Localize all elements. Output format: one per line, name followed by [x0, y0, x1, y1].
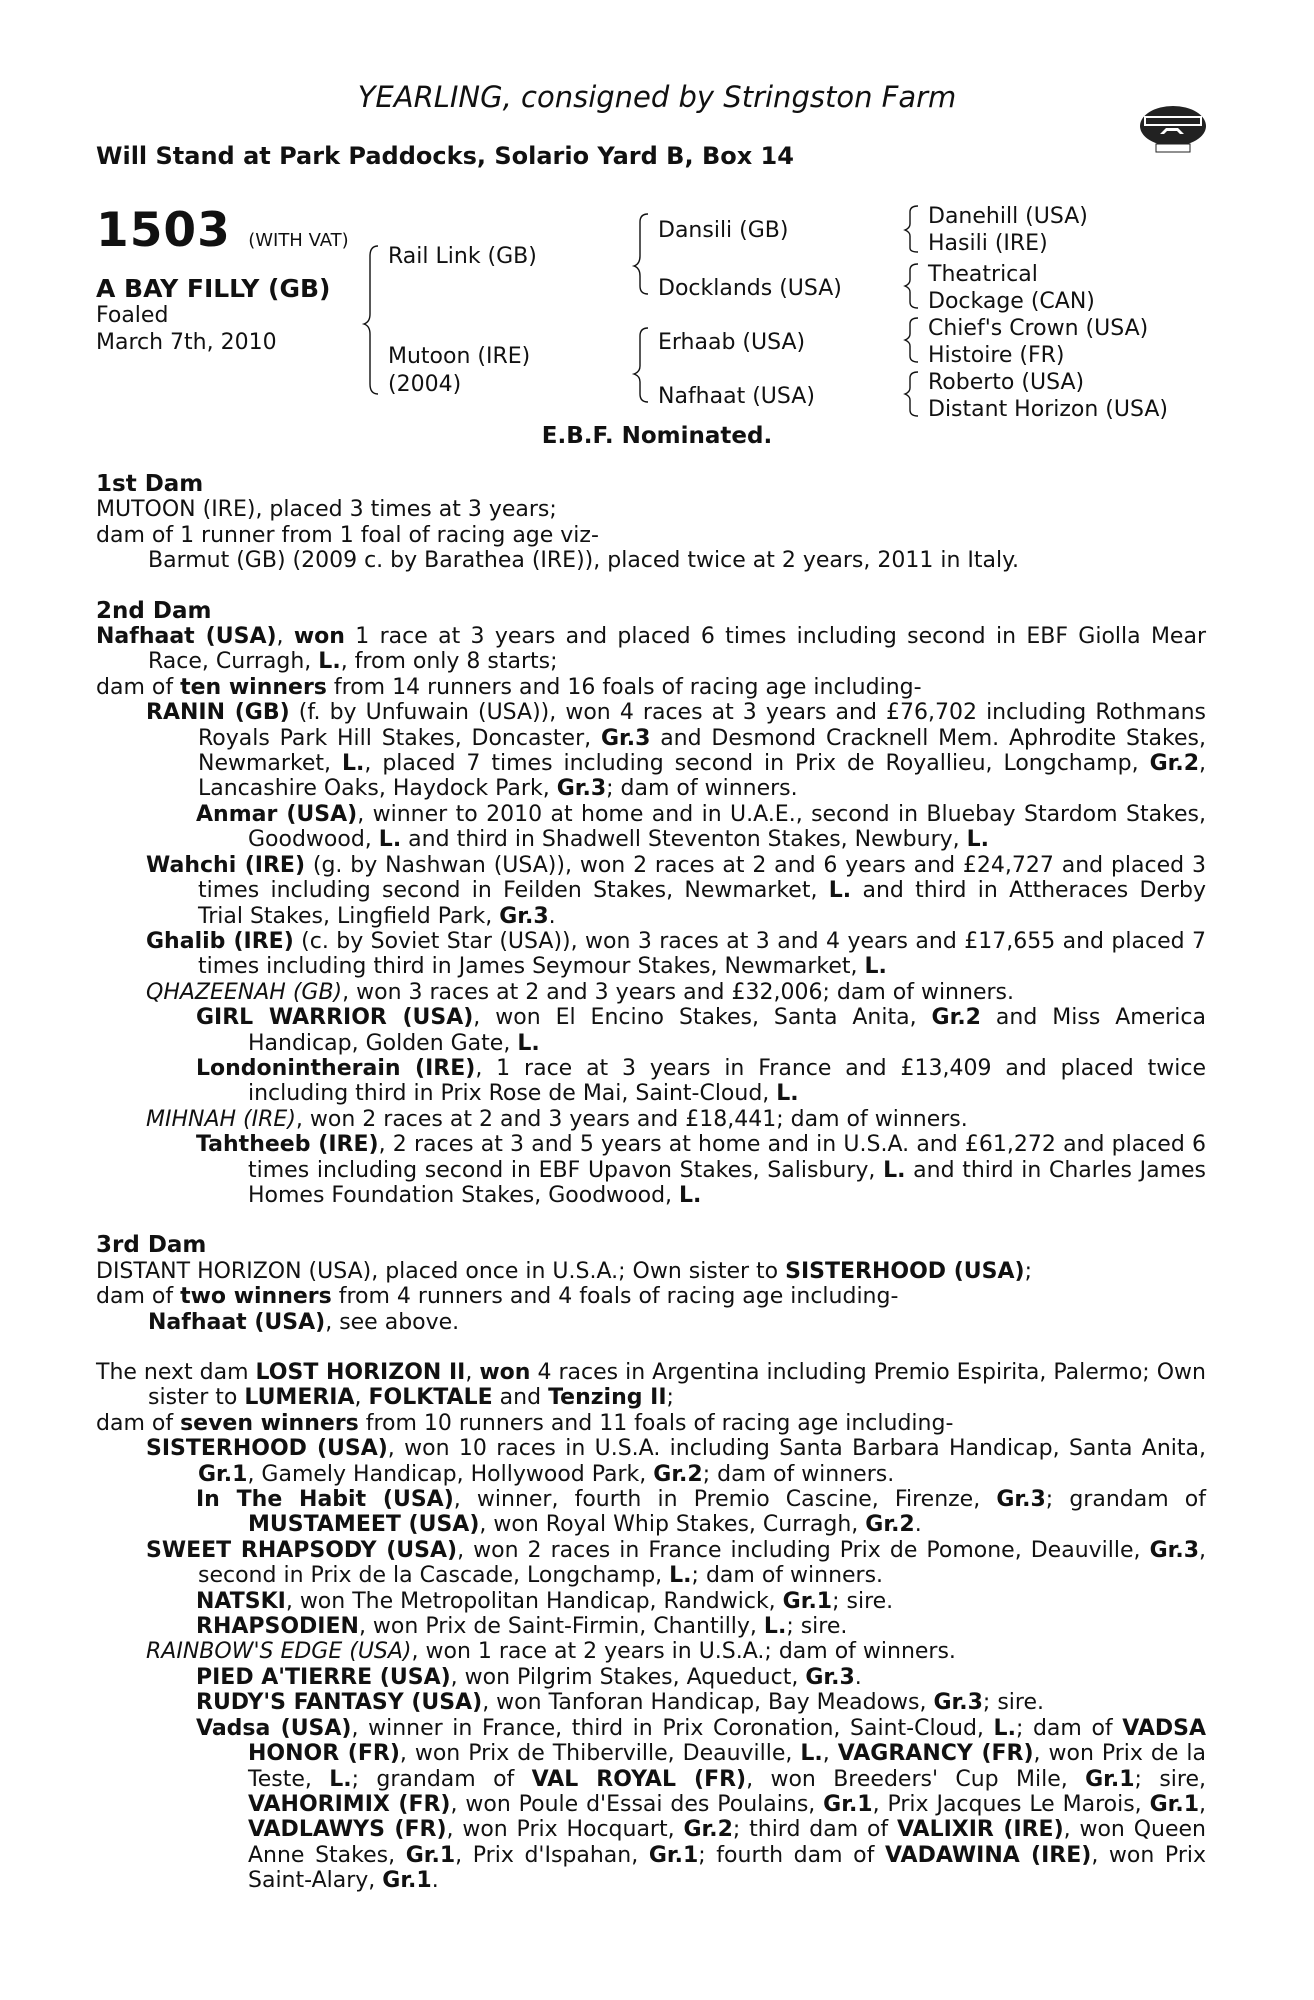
ped-sdd: Dockage (CAN) — [928, 289, 1095, 314]
catalogue-body — [96, 472, 1206, 1894]
produce-in-the-habit: In The Habit (USA), winner, fourth in Premio Cascine, Firenze, Gr.3; grandam of MUSTAMEET (USA), won Royal Whip Stakes, Curragh, Gr.2. — [196, 1487, 1207, 1538]
foaled-info: Foaled March 7th, 2010 — [96, 303, 277, 355]
third-dam-summary: dam of two winners from 4 runners and 4 foals of racing age including- — [96, 1284, 899, 1310]
produce-mihnah: MIHNAH (IRE), won 2 races at 2 and 3 years and £18,441; dam of winners. — [146, 1106, 968, 1132]
next-dam-entry: The next dam LOST HORIZON II, won 4 races in Argentina including Premio Espirita, Palermo; Own sister to LUMERIA, FOLKTALE and Tenzing II; — [96, 1360, 1206, 1411]
produce-vadsa: Vadsa (USA), winner in France, third in Prix Coronation, Saint-Cloud, L.; dam of VADSA HONOR (FR), won Prix de Thiberville, Deauville, L., VAGRANCY (FR), won Prix de la Teste, L.; grandam of VAL ROYAL (FR), won Breeders' Cup Mile, Gr.1; sire, VAHORIMIX (FR), won Poule d'Essai des Poulains, Gr.1, Prix Jacques Le Marois, Gr.1, VADLAWYS (FR), won Prix Hocquart, Gr.2; third dam of VALIXIR (IRE), won Queen Anne Stakes, Gr.1, Prix d'Ispahan, Gr.1; fourth dam of VADAWINA (IRE), won Prix Saint-Alary, Gr.1. — [196, 1715, 1207, 1894]
first-dam-heading: 1st Dam — [96, 471, 204, 497]
ped-sds: Theatrical — [928, 262, 1038, 287]
produce-sweet-rhapsody: SWEET RHAPSODY (USA), won 2 races in France including Prix de Pomone, Deauville, Gr.3, second in Prix de la Cascade, Longchamp, L.; dam of winners. — [146, 1537, 1206, 1589]
lot-number: 1503 (WITH VAT) — [96, 203, 349, 258]
ped-dsd: Histoire (FR) — [928, 343, 1065, 368]
next-dam-summary: dam of seven winners from 10 runners and 11 foals of racing age including- — [96, 1410, 954, 1436]
dam-sire: Erhaab (USA) — [658, 330, 806, 355]
stand-location: Will Stand at Park Paddocks, Solario Yard B, Box 14 — [96, 142, 794, 170]
third-dam-heading: 3rd Dam — [96, 1232, 207, 1259]
lot-name: A BAY FILLY (GB) — [96, 274, 331, 303]
second-dam-summary: dam of ten winners from 14 runners and 16 foals of racing age including- — [96, 674, 922, 700]
first-dam-produce: Barmut (GB) (2009 c. by Barathea (IRE)), placed twice at 2 years, 2011 in Italy. — [148, 548, 1019, 574]
produce-londonintherain: Londonintherain (IRE), 1 race at 3 years in France and £13,409 and placed twice including third in Prix Rose de Mai, Saint-Cloud, L. — [196, 1055, 1206, 1107]
dam: Mutoon (IRE) — [388, 344, 531, 369]
first-dam-line: MUTOON (IRE), placed 3 times at 3 years; — [96, 497, 557, 523]
second-dam-heading: 2nd Dam — [96, 597, 212, 624]
produce-ranin: RANIN (GB) (f. by Unfuwain (USA)), won 4 races at 3 years and £76,702 including Rothmans Royals Park Hill Stakes, Doncaster, Gr.3 and Desmond Cracknell Mem. Aphrodite Stakes, Newmarket, L., placed 7 times including second in Prix de Royallieu, Longchamp, Gr.2, Lancashire Oaks, Haydock Park, Gr.3; dam of winners. — [146, 700, 1206, 802]
third-dam-entry: DISTANT HORIZON (USA), placed once in U.S.A.; Own sister to SISTERHOOD (USA); — [96, 1258, 1032, 1284]
ped-dss: Chief's Crown (USA) — [928, 316, 1149, 341]
produce-anmar: Anmar (USA), winner to 2010 at home and in U.A.E., second in Bluebay Stardom Stakes, Goodwood, L. and third in Shadwell Steventon Stakes, Newbury, L. — [196, 801, 1206, 853]
sire: Rail Link (GB) — [388, 244, 537, 269]
sire-dam: Docklands (USA) — [658, 276, 842, 301]
yearling-bonus-badge — [1138, 96, 1208, 154]
produce-qhazeenah: QHAZEENAH (GB), won 3 races at 2 and 3 years and £32,006; dam of winners. — [146, 979, 1014, 1005]
first-dam-line: dam of 1 runner from 1 foal of racing age viz- — [96, 522, 599, 548]
produce-pied-atierre: PIED A'TIERRE (USA), won Pilgrim Stakes, Aqueduct, Gr.3. — [196, 1664, 862, 1690]
produce-rainbows-edge: RAINBOW'S EDGE (USA), won 1 race at 2 years in U.S.A.; dam of winners. — [146, 1639, 956, 1665]
third-dam-produce: Nafhaat (USA), see above. — [148, 1309, 460, 1335]
produce-rudys-fantasy: RUDY'S FANTASY (USA), won Tanforan Handicap, Bay Meadows, Gr.3; sire. — [196, 1690, 1044, 1716]
catalogue-header: YEARLING, consigned by Stringston Farm — [357, 80, 957, 114]
dam-year: (2004) — [388, 372, 462, 397]
produce-girl-warrior: GIRL WARRIOR (USA), won El Encino Stakes, Santa Anita, Gr.2 and Miss America Handicap, Golden Gate, L. — [196, 1005, 1206, 1056]
ped-dds: Roberto (USA) — [928, 370, 1085, 395]
sire-sire: Dansili (GB) — [658, 218, 789, 243]
dam-dam: Nafhaat (USA) — [658, 384, 815, 409]
ped-ssd: Hasili (IRE) — [928, 231, 1048, 256]
produce-wahchi: Wahchi (IRE) (g. by Nashwan (USA)), won 2 races at 2 and 6 years and £24,727 and placed 3 times including second in Feilden Stakes, Newmarket, L. and third in Attheraces Derby Trial Stakes, Lingfield Park, Gr.3. — [146, 852, 1206, 929]
produce-ghalib: Ghalib (IRE) (c. by Soviet Star (USA)), won 3 races at 3 and 4 years and £17,655 and placed 7 times including third in James Seymour Stakes, Newmarket, L. — [146, 928, 1206, 980]
produce-sisterhood: SISTERHOOD (USA), won 10 races in U.S.A. including Santa Barbara Handicap, Santa Anita, Gr.1, Gamely Handicap, Hollywood Park, Gr.2; dam of winners. — [146, 1436, 1206, 1487]
second-dam-entry: Nafhaat (USA), won 1 race at 3 years and placed 6 times including second in EBF Giolla Mear Race, Curragh, L., from only 8 starts; — [96, 624, 1206, 675]
produce-tahtheeb: Tahtheeb (IRE), 2 races at 3 and 5 years at home and in U.S.A. and £61,272 and placed 6 times including second in EBF Upavon Stakes, Salisbury, L. and third in Charles James Homes Foundation Stakes, Goodwood, L. — [196, 1132, 1206, 1208]
ped-sss: Danehill (USA) — [928, 204, 1088, 229]
produce-natski: NATSKI, won The Metropolitan Handicap, Randwick, Gr.1; sire. — [196, 1588, 894, 1614]
ped-ddd: Distant Horizon (USA) — [928, 397, 1168, 422]
produce-rhapsodien: RHAPSODIEN, won Prix de Saint-Firmin, Chantilly, L.; sire. — [196, 1614, 848, 1640]
ebf-nominated: E.B.F. Nominated. — [541, 423, 773, 449]
